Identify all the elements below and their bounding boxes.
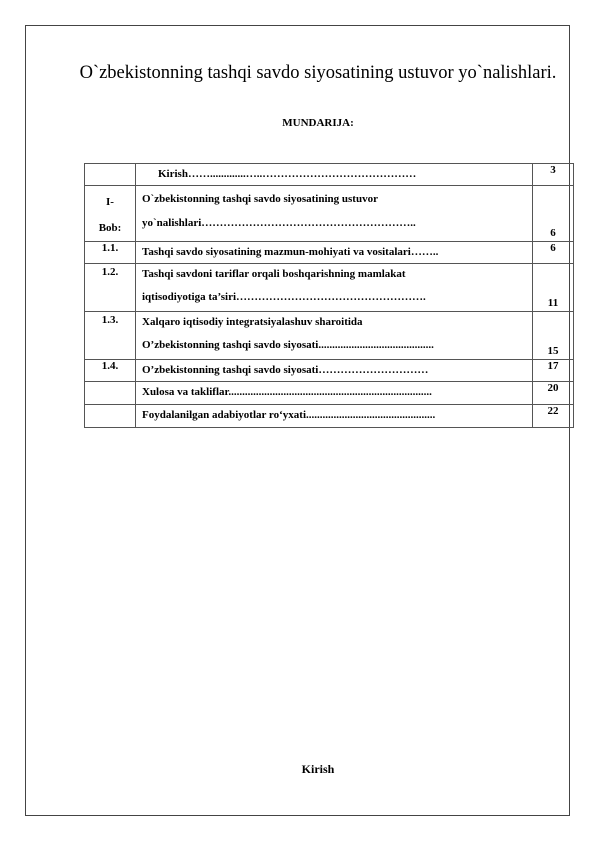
toc-entry-line1: Xalqaro iqtisodiy integratsiyalashuv sharoitida bbox=[142, 315, 363, 328]
toc-page-number: 17 bbox=[533, 359, 574, 381]
toc-entry-text: Foydalanilgan adabiyotlar ro‘yxati............................................... bbox=[136, 404, 533, 427]
toc-page-number: 15 bbox=[533, 311, 574, 359]
toc-entry-text: Xulosa va takliflar.......................................................................... bbox=[136, 381, 533, 404]
toc-row bbox=[85, 359, 574, 381]
toc-entry-line2: iqtisodiyotiga ta’siri……………………………………………. bbox=[142, 291, 426, 303]
toc-row bbox=[85, 242, 574, 264]
toc-number-line2: Bob: bbox=[98, 222, 122, 234]
toc-row bbox=[85, 186, 574, 242]
toc-row bbox=[85, 263, 574, 311]
toc-row bbox=[85, 311, 574, 359]
toc-page-number: 6 bbox=[533, 242, 574, 264]
toc-number: 1.1. bbox=[85, 242, 136, 264]
toc-entry-line2: yo`nalishlari………………………………………………….. bbox=[142, 216, 416, 229]
section-heading-kirish: Kirish bbox=[301, 762, 335, 776]
table-of-contents bbox=[84, 163, 574, 428]
toc-entry-text bbox=[136, 311, 533, 359]
toc-number: 1.2. bbox=[85, 263, 136, 311]
toc-number bbox=[85, 186, 136, 242]
toc-number bbox=[85, 381, 136, 404]
toc-page-number: 3 bbox=[533, 164, 574, 186]
toc-number bbox=[85, 404, 136, 427]
toc-row bbox=[85, 381, 574, 404]
toc-page-number: 6 bbox=[533, 186, 574, 242]
toc-entry-text: O’zbekistonning tashqi savdo siyosati………………………… bbox=[136, 359, 533, 381]
toc-row bbox=[85, 164, 574, 186]
document-title: O`zbekistonning tashqi savdo siyosatining ustuvor yo`nalishlari. bbox=[79, 63, 557, 83]
toc-entry-line1: O`zbekistonning tashqi savdo siyosatining ustuvor bbox=[142, 193, 378, 205]
toc-page-number: 22 bbox=[533, 404, 574, 427]
toc-entry-text bbox=[136, 186, 533, 242]
toc-row bbox=[85, 404, 574, 427]
toc-page-number: 11 bbox=[533, 263, 574, 311]
toc-number bbox=[85, 164, 136, 186]
toc-number-line1: I- bbox=[106, 196, 114, 208]
toc-entry-text: Tashqi savdo siyosatining mazmun-mohiyati va vositalari…….. bbox=[136, 242, 533, 264]
toc-entry-line2: O’zbekistonning tashqi savdo siyosati.......................................... bbox=[142, 339, 434, 351]
toc-number: 1.3. bbox=[85, 311, 136, 359]
toc-entry-text bbox=[136, 263, 533, 311]
toc-heading: MUNDARIJA: bbox=[282, 117, 354, 129]
toc-page-number: 20 bbox=[533, 381, 574, 404]
toc-entry-text: Kirish…….............…..…………………………………… bbox=[136, 164, 533, 186]
toc-number: 1.4. bbox=[85, 359, 136, 381]
toc-entry-line1: Tashqi savdoni tariflar orqali boshqarishning mamlakat bbox=[142, 267, 406, 280]
